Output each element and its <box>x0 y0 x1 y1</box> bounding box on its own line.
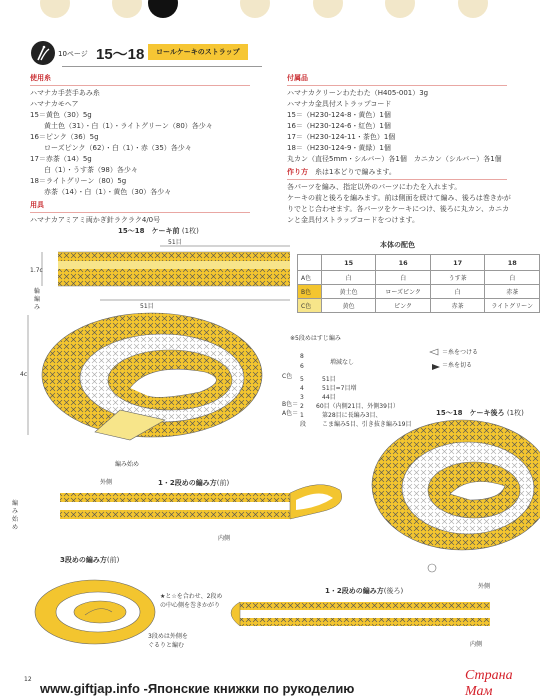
note-cut: ＝糸を切る <box>442 362 473 369</box>
table-row: C色 黄色 ピンク 赤茶 ライトグリーン <box>298 299 540 313</box>
pattern-title: ロールケーキのストラップ <box>148 44 248 60</box>
how-line-3: りでとじ合わせます。各パーツをケーキにつけ、後ろに丸カン、カニカ <box>287 205 510 213</box>
label-51-top: 51目 <box>168 239 182 246</box>
yarn-18-sub: 赤茶（14）・白（1）・黄色（30）各少々 <box>44 188 172 196</box>
part-18: 18＝（H230-124-9・黄緑）1個 <box>287 144 391 152</box>
yarn-brand-2: ハマナカモヘア <box>30 100 79 108</box>
yarn-15: 15＝黄色（30）5g <box>30 111 92 119</box>
site-logo: Страна Мам <box>465 668 513 699</box>
part-16: 16＝（H230-124-6・紅色）1個 <box>287 122 391 130</box>
tools-heading: 用具 <box>30 201 44 209</box>
row-number: 8 <box>300 353 304 360</box>
row12-back-title: 1・2段めの編み方(後ろ) <box>325 587 404 595</box>
table-header: 17 <box>430 255 485 271</box>
note-attach: ＝糸をつける <box>442 349 479 356</box>
row12-front-title: 1・2段めの編み方(前) <box>158 479 230 487</box>
row3-spiral <box>35 580 155 644</box>
stitch-count: 60目（内側21目、外側39目） <box>316 403 399 410</box>
attach-arrow-icon <box>430 349 438 355</box>
note-suji: ※5段めはすじ編み <box>290 335 341 342</box>
parts-heading: 付属品 <box>287 74 308 82</box>
note-a-label: A色＝ <box>282 410 299 417</box>
row-unit: 段 <box>300 421 307 428</box>
part-2: ハマナカ金具付ストラップコード <box>287 100 392 108</box>
note-b-label: B色＝ <box>282 401 299 408</box>
yarn-17: 17＝赤茶（14）5g <box>30 155 92 163</box>
tools-text: ハマナカアミアミ両かぎ針ラクラク4/0号 <box>30 216 161 224</box>
part-rings: 丸カン（直径5mm・シルバー）各1個 カニカン（シルバー）各1個 <box>287 155 502 163</box>
row3-title: 3段めの編み方(前) <box>60 556 120 564</box>
how-heading: 作り方 <box>287 168 308 176</box>
label-outer: 外側 <box>100 479 113 486</box>
row-number: 3 <box>300 394 304 401</box>
how-line-1: 各パーツを編み、指定以外のパーツにわたを入れます。 <box>287 183 462 191</box>
row1-note: こま編み5目、引き抜き編み19目 <box>322 421 412 428</box>
label-outer-back: 外側 <box>478 583 491 590</box>
label-round: 輪編み <box>34 288 41 311</box>
table-header: 16 <box>376 255 431 271</box>
note-c-label: C色 <box>282 373 293 380</box>
stitch-count: 44目 <box>322 394 336 401</box>
label-start-vertical: 編み始め <box>12 500 19 531</box>
yarn-17-sub: 白（1）・うす茶（98）各少々 <box>44 166 138 174</box>
row12-front-strip <box>60 485 342 519</box>
yarn-brand-1: ハマナカ手芸手あみ糸 <box>30 89 100 97</box>
cut-arrow-icon <box>432 364 440 370</box>
row3-note-1: 3段めは外側を <box>148 633 188 640</box>
how-line-0: 糸は1本どりで編みます。 <box>315 168 396 176</box>
part-1: ハマナカクリーンわたわた（H405-001）3g <box>287 89 429 97</box>
yarn-16: 16＝ピンク（36）5g <box>30 133 99 141</box>
color-table-title: 本体の配色 <box>380 241 415 249</box>
front-spiral <box>28 313 262 440</box>
row-number: 1 <box>300 412 304 419</box>
label-inner: 内側 <box>218 535 231 542</box>
row-number: 5 <box>300 376 304 383</box>
stitch-count: 51目 <box>322 376 336 383</box>
source-watermark: www.giftjap.info -Японские книжки по рукоделию <box>40 681 355 696</box>
part-15: 15＝（H230-124-8・黄色）1個 <box>287 111 391 119</box>
how-line-4: ンと金具付ストラップコードをつけます。 <box>287 216 419 224</box>
row-number: 6 <box>300 363 304 370</box>
page-reference: 10ページ <box>58 50 88 58</box>
table-row: B色 黄土色 ローズピンク 白 赤茶 <box>298 285 540 299</box>
pattern-numbers: 15〜18 <box>96 46 145 63</box>
table-header: 18 <box>485 255 540 271</box>
star-note-2: の中心側を巻きかがり <box>160 602 221 609</box>
row-number: 2 <box>300 403 304 410</box>
yarn-heading: 使用糸 <box>30 74 51 82</box>
label-height: 1.7c <box>30 267 43 274</box>
row12-back-strip <box>231 602 490 626</box>
front-strip <box>42 246 290 300</box>
how-line-2: ケーキの前と後ろを編みます。前は側面を続けて編み、後ろは巻きかが <box>287 194 511 202</box>
label-4c: 4c <box>20 371 28 378</box>
yarn-16-sub: ローズピンク（62）・白（1）・赤（35）各少々 <box>44 144 192 152</box>
table-header: 15 <box>321 255 376 271</box>
page-number: 12 <box>24 676 32 683</box>
row1-note: 第28目に長編み3目、 <box>322 412 382 419</box>
table-row: A色 白 白 うす茶 白 <box>298 271 540 285</box>
row3-note-2: ぐるりと編む <box>148 642 185 649</box>
row-number: 4 <box>300 385 304 392</box>
label-start: 編み始め <box>115 461 140 468</box>
back-spiral <box>372 420 540 572</box>
note-no-change: 増減なし <box>330 359 355 366</box>
star-note-1: ★と☆を合わせ、2段め <box>160 593 223 600</box>
back-diagram-title: 15〜18 ケーキ後ろ (1枚) <box>436 409 524 417</box>
footer <box>0 668 540 700</box>
yarn-15-sub: 黄土色（31）・白（1）・ライトグリーン（80）各少々 <box>44 122 213 130</box>
label-51-bottom: 51目 <box>140 303 154 310</box>
yarn-18: 18＝ライトグリーン（80）5g <box>30 177 127 185</box>
label-inner-back: 内側 <box>470 641 483 648</box>
part-17: 17＝（H230-124-11・茶色）1個 <box>287 133 396 141</box>
stitch-count: 51目=7目増 <box>322 385 357 392</box>
front-diagram-title: 15〜18 ケーキ前 (1枚) <box>118 227 199 235</box>
